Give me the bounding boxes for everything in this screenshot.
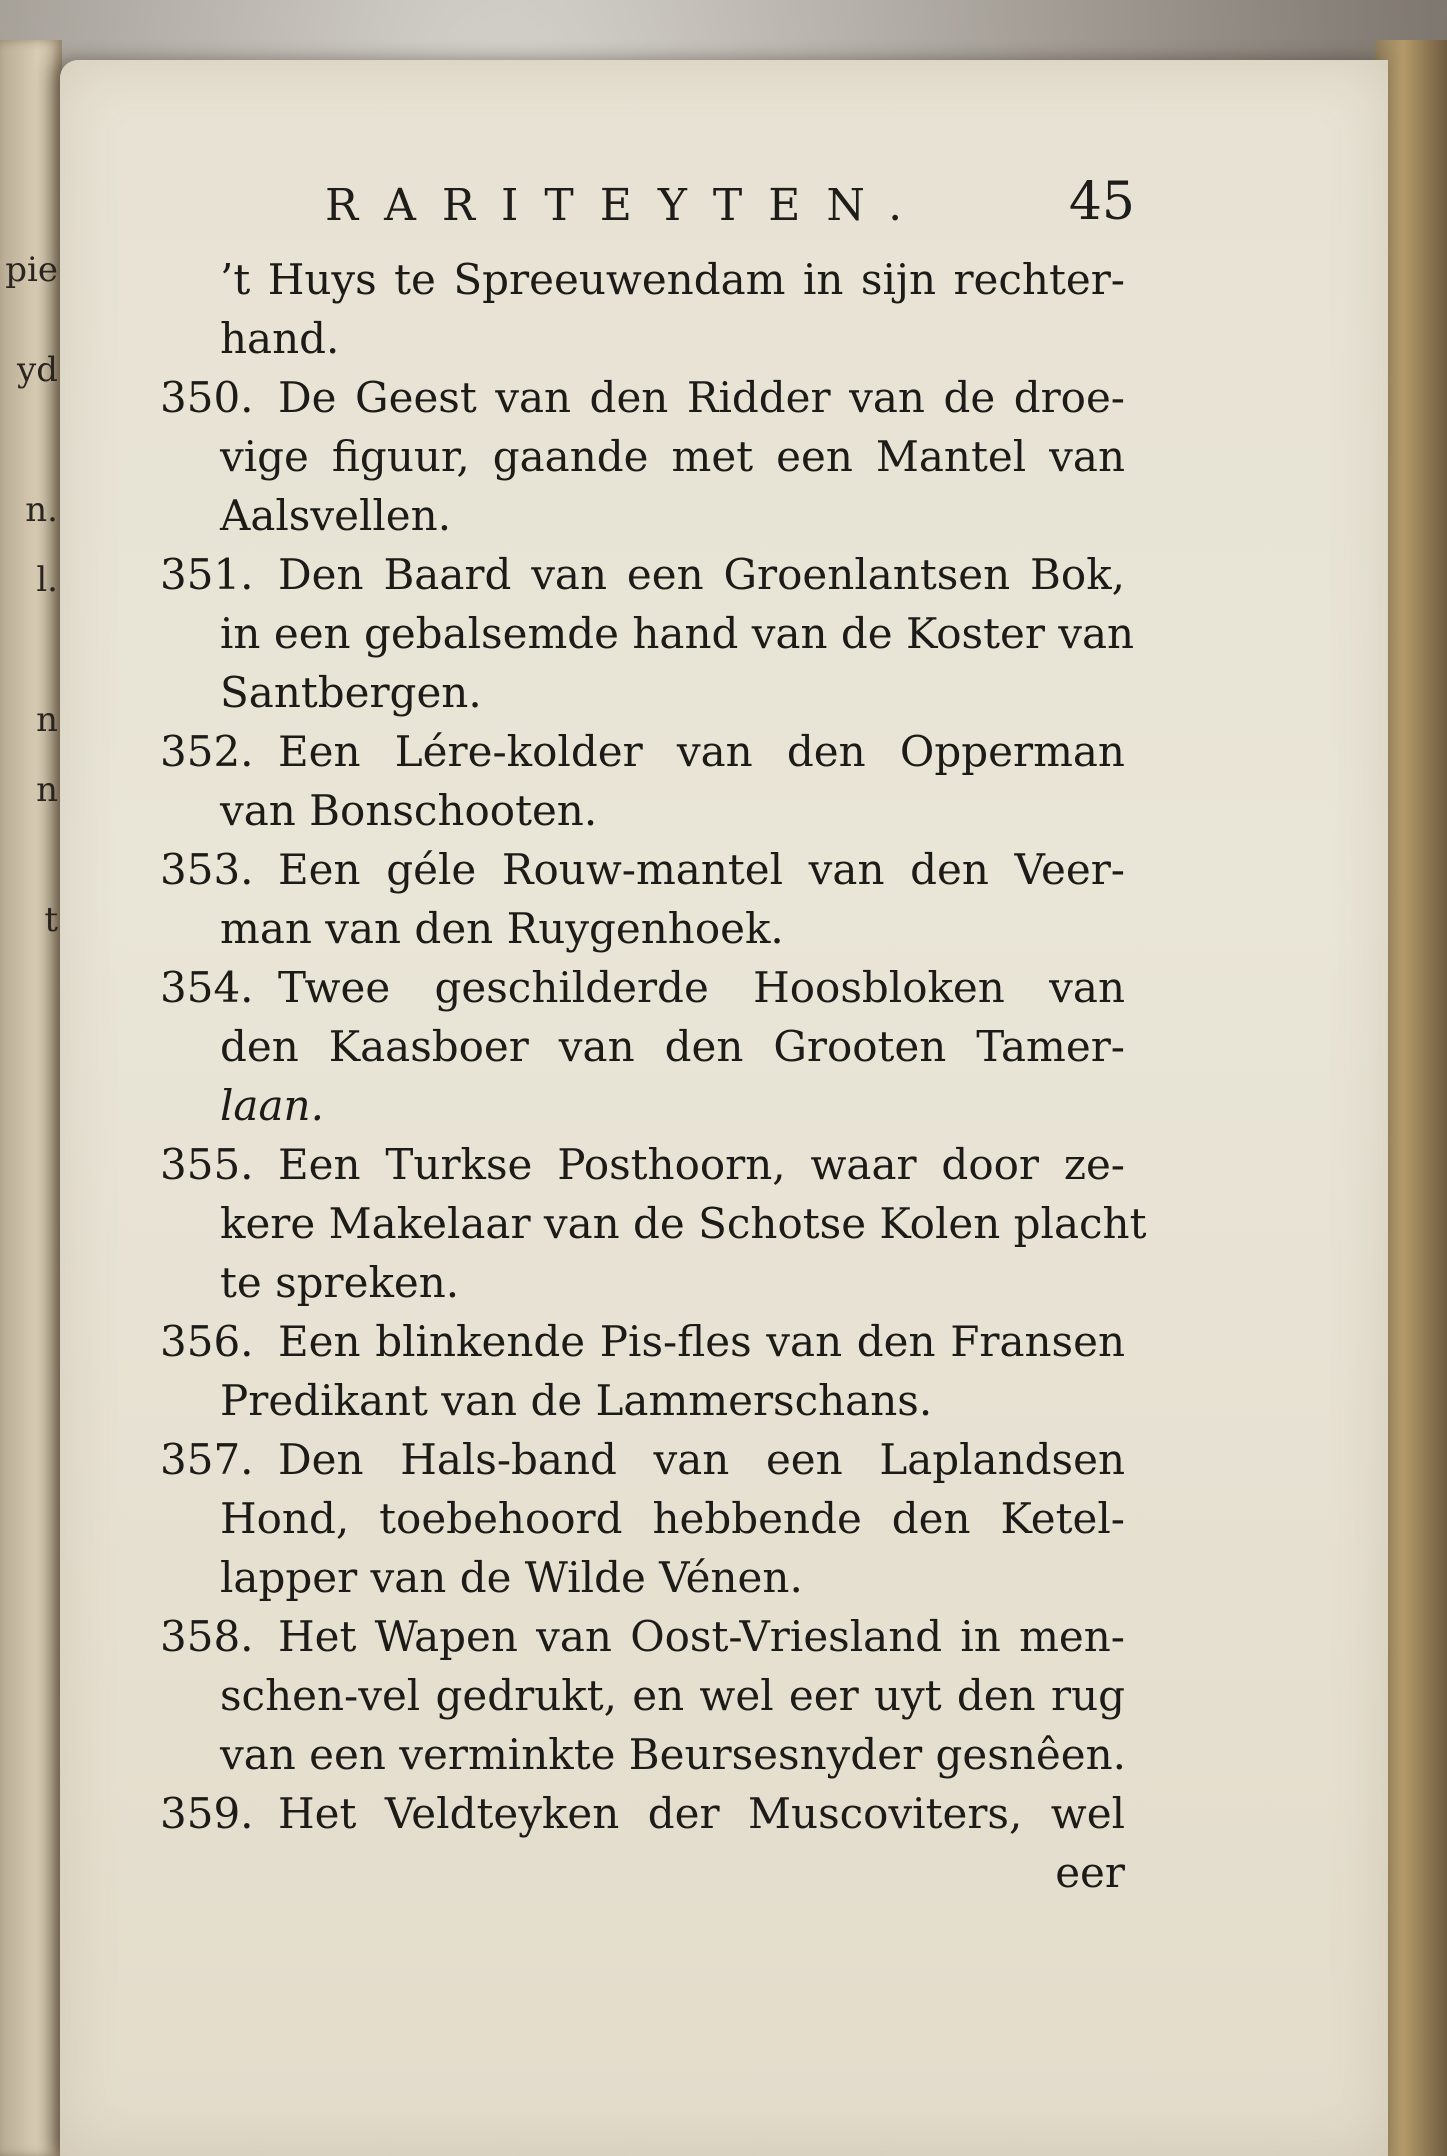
facing-page-fragment: l.: [36, 560, 58, 600]
list-item: [160, 1312, 1125, 1430]
list-item: [160, 368, 1125, 545]
item-number: 353.: [160, 845, 254, 894]
item-text: Een Turkse Posthoorn, waar door ze-: [278, 1140, 1125, 1189]
item-text: Een géle Rouw-mantel van den Veer-: [278, 845, 1125, 894]
item-text: in een gebalsemde hand van de Koster van: [220, 609, 1135, 658]
item-text: Santbergen.: [220, 668, 482, 717]
item-number: 352.: [160, 727, 254, 776]
item-number: 351.: [160, 550, 254, 599]
list-item: [160, 1607, 1125, 1784]
item-text: Den Baard van een Groenlantsen Bok,: [278, 550, 1125, 599]
item-number: 354.: [160, 963, 254, 1012]
facing-page-edge: [0, 40, 62, 2156]
item-text: Het Veldteyken der Muscoviters, wel: [278, 1789, 1125, 1838]
item-text: Aalsvellen.: [220, 491, 452, 540]
facing-page-fragment: yd: [17, 350, 58, 390]
list-item: [160, 1784, 1125, 1843]
item-text: Predikant van de Lammerschans.: [220, 1376, 933, 1425]
item-text: Hond, toebehoord hebbende den Ketel-: [220, 1494, 1125, 1543]
item-number: 350.: [160, 373, 254, 422]
list-item: [160, 958, 1125, 1135]
continuation-line: hand.: [220, 314, 340, 363]
list-item: [160, 840, 1125, 958]
list-item: [160, 1135, 1147, 1312]
item-text: kere Makelaar van de Schotse Kolen placht: [220, 1199, 1147, 1248]
item-text: Twee geschilderde Hoosbloken van: [278, 963, 1125, 1012]
item-number: 356.: [160, 1317, 254, 1366]
list-item: [160, 1430, 1125, 1607]
facing-page-fragment: n: [36, 700, 58, 740]
catchword: eer: [1055, 1848, 1125, 1897]
item-text: laan.: [220, 1081, 324, 1130]
list-item: [160, 722, 1125, 840]
item-text: van een verminkte Beursesnyder gesnêen.: [220, 1730, 1126, 1779]
item-text: Een Lére-kolder van den Opperman: [278, 727, 1125, 776]
facing-page-fragment: t: [44, 900, 58, 940]
item-number: 358.: [160, 1612, 254, 1661]
facing-page-fragment: n.: [25, 490, 58, 530]
item-text: vige figuur, gaande met een Mantel van: [220, 432, 1125, 481]
item-text: De Geest van den Ridder van de droe-: [278, 373, 1125, 422]
item-text: schen-vel gedrukt, en wel eer uyt den rug: [220, 1671, 1125, 1720]
item-text: Een blinkende Pis-fles van den Fransen: [278, 1317, 1125, 1366]
item-number: 357.: [160, 1435, 254, 1484]
item-text: te spreken.: [220, 1258, 460, 1307]
facing-page-fragment: n: [36, 770, 58, 810]
list-item: [160, 545, 1135, 722]
facing-page-fragment: pie: [5, 250, 58, 290]
item-number: 355.: [160, 1140, 254, 1189]
page-number: 45: [1068, 172, 1135, 232]
item-number: 359.: [160, 1789, 254, 1838]
item-text: den Kaasboer van den Grooten Tamer-: [220, 1022, 1125, 1071]
running-header: [325, 172, 1135, 250]
page-body: [160, 250, 1147, 1902]
item-text: Den Hals-band van een Laplandsen: [278, 1435, 1125, 1484]
item-text: lapper van de Wilde Vénen.: [220, 1553, 803, 1602]
item-text: van Bonschooten.: [220, 786, 598, 835]
continuation-line: ’t Huys te Spreeuwendam in sijn rechter-: [220, 255, 1125, 304]
item-text: man van den Ruygenhoek.: [220, 904, 784, 953]
item-text: Het Wapen van Oost-Vriesland in men-: [278, 1612, 1125, 1661]
running-title: RARITEYTEN.: [325, 180, 929, 231]
